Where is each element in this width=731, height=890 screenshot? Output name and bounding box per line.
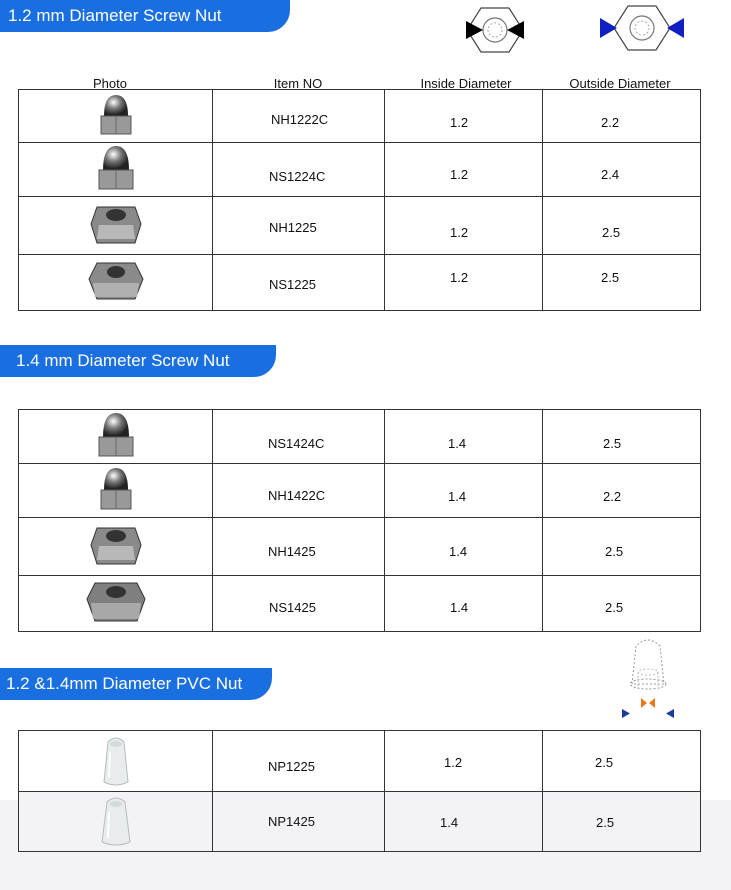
outside-diameter-diagram-icon bbox=[598, 3, 686, 53]
outside-diameter-cell: 2.4 bbox=[543, 143, 701, 197]
inside-diameter-cell: 1.2 bbox=[385, 143, 543, 197]
column-header-outside: Outside Diameter bbox=[569, 76, 671, 91]
spec-table bbox=[18, 730, 701, 852]
table-row bbox=[19, 464, 701, 518]
section-title: 1.4 mm Diameter Screw Nut bbox=[0, 345, 276, 377]
table-row bbox=[19, 197, 701, 255]
column-header-item: Item NO bbox=[273, 76, 323, 91]
inside-diameter-cell: 1.4 bbox=[385, 576, 543, 632]
photo-cell bbox=[19, 143, 213, 197]
outside-diameter-cell: 2.5 bbox=[543, 792, 701, 852]
table-row bbox=[19, 731, 701, 792]
pvc-nut-diameter-diagram-icon bbox=[610, 632, 686, 722]
table-row bbox=[19, 90, 701, 143]
photo-cell bbox=[19, 410, 213, 464]
acorn-nut-photo bbox=[98, 465, 134, 513]
flange-nut-photo bbox=[87, 257, 145, 305]
inside-diameter-cell: 1.2 bbox=[385, 731, 543, 792]
item-no-cell: NH1222C bbox=[213, 90, 385, 143]
acorn-nut-photo bbox=[96, 143, 136, 193]
photo-cell bbox=[19, 518, 213, 576]
hex-nut-photo bbox=[89, 520, 143, 570]
pvc-nut-photo bbox=[96, 792, 136, 848]
section-title: 1.2 &1.4mm Diameter PVC Nut bbox=[0, 668, 272, 700]
outside-diameter-cell: 2.5 bbox=[543, 731, 701, 792]
photo-cell bbox=[19, 90, 213, 143]
section-title: 1.2 mm Diameter Screw Nut bbox=[0, 0, 290, 32]
inside-diameter-cell: 1.4 bbox=[385, 792, 543, 852]
inside-diameter-cell: 1.2 bbox=[385, 90, 543, 143]
column-header-inside: Inside Diameter bbox=[420, 76, 512, 91]
pvc-nut-photo bbox=[98, 732, 134, 788]
item-no-cell: NP1225 bbox=[213, 731, 385, 792]
table-row bbox=[19, 255, 701, 311]
hex-nut-photo bbox=[89, 199, 143, 249]
column-header-photo: Photo bbox=[93, 76, 127, 91]
item-no-cell: NS1425 bbox=[213, 576, 385, 632]
spec-table bbox=[18, 409, 701, 632]
item-no-cell: NS1224C bbox=[213, 143, 385, 197]
table-row bbox=[19, 410, 701, 464]
item-no-cell: NH1422C bbox=[213, 464, 385, 518]
outside-diameter-cell: 2.2 bbox=[543, 90, 701, 143]
item-no-cell: NH1425 bbox=[213, 518, 385, 576]
outside-diameter-cell: 2.5 bbox=[543, 255, 701, 311]
item-no-cell: NP1425 bbox=[213, 792, 385, 852]
inside-diameter-cell: 1.4 bbox=[385, 464, 543, 518]
inside-diameter-cell: 1.4 bbox=[385, 410, 543, 464]
outside-diameter-cell: 2.5 bbox=[543, 410, 701, 464]
inside-diameter-cell: 1.2 bbox=[385, 255, 543, 311]
photo-cell bbox=[19, 197, 213, 255]
table-row bbox=[19, 143, 701, 197]
outside-diameter-cell: 2.2 bbox=[543, 464, 701, 518]
inside-diameter-diagram-icon bbox=[462, 5, 528, 55]
acorn-nut-photo bbox=[96, 410, 136, 460]
acorn-nut-photo bbox=[98, 92, 134, 138]
item-no-cell: NS1225 bbox=[213, 255, 385, 311]
spec-table bbox=[18, 89, 701, 311]
photo-cell bbox=[19, 792, 213, 852]
flange-nut-photo bbox=[85, 577, 147, 627]
photo-cell bbox=[19, 464, 213, 518]
table-row bbox=[19, 792, 701, 852]
photo-cell bbox=[19, 731, 213, 792]
item-no-cell: NH1225 bbox=[213, 197, 385, 255]
outside-diameter-cell: 2.5 bbox=[543, 518, 701, 576]
item-no-cell: NS1424C bbox=[213, 410, 385, 464]
table-row bbox=[19, 576, 701, 632]
table-row bbox=[19, 518, 701, 576]
inside-diameter-cell: 1.2 bbox=[385, 197, 543, 255]
photo-cell bbox=[19, 255, 213, 311]
outside-diameter-cell: 2.5 bbox=[543, 576, 701, 632]
photo-cell bbox=[19, 576, 213, 632]
outside-diameter-cell: 2.5 bbox=[543, 197, 701, 255]
inside-diameter-cell: 1.4 bbox=[385, 518, 543, 576]
